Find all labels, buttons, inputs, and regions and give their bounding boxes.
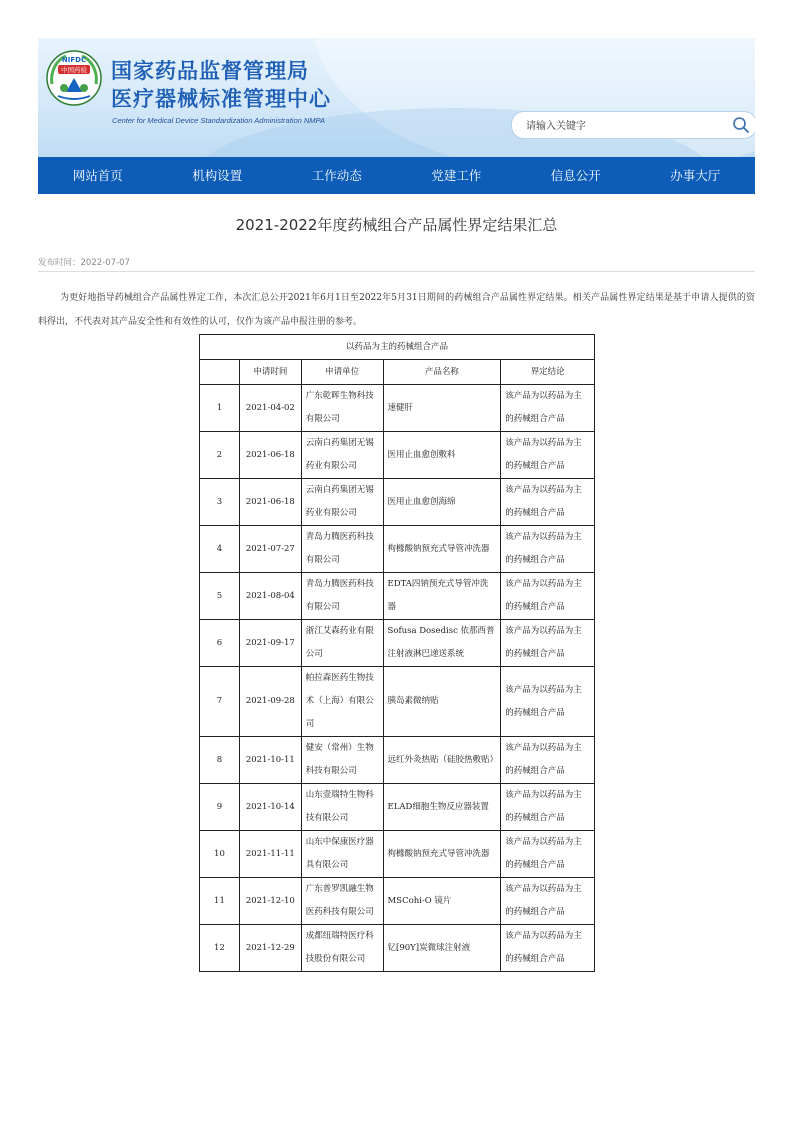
row-date: 2021-06-18: [239, 432, 301, 479]
table-row: [200, 573, 595, 620]
row-product: Sofusa Dosedisc 依那西普注射液淋巴递送系统: [383, 620, 501, 667]
table-row: [200, 620, 595, 667]
row-index: 8: [200, 737, 240, 784]
row-unit: 广东普罗凯融生物医药科技有限公司: [301, 878, 383, 925]
row-result: 该产品为以药品为主的药械组合产品: [501, 573, 595, 620]
row-product: MSCohi-O 镜片: [383, 878, 501, 925]
table-row: [200, 385, 595, 432]
row-product: 钇[90Y]炭微球注射液: [383, 925, 501, 972]
row-result: 该产品为以药品为主的药械组合产品: [501, 878, 595, 925]
row-unit: 帕拉森医药生物技术（上海）有限公司: [301, 667, 383, 737]
table-row: [200, 925, 595, 972]
org-name-english: Center for Medical Device Standardization Administration NMPA: [112, 116, 326, 125]
row-unit: 云南白药集团无锡药业有限公司: [301, 479, 383, 526]
table-caption: 以药品为主的药械组合产品: [200, 335, 595, 360]
nav-item-party-work[interactable]: 党建工作: [431, 168, 482, 183]
header-result: 界定结论: [501, 360, 595, 385]
row-date: 2021-12-10: [239, 878, 301, 925]
table-row: [200, 784, 595, 831]
row-date: 2021-04-02: [239, 385, 301, 432]
row-date: 2021-10-14: [239, 784, 301, 831]
row-unit: 青岛力腾医药科技有限公司: [301, 526, 383, 573]
row-index: 10: [200, 831, 240, 878]
row-result: 该产品为以药品为主的药械组合产品: [501, 831, 595, 878]
row-product: 医用止血愈创敷料: [383, 432, 501, 479]
row-unit: 健安（常州）生物科技有限公司: [301, 737, 383, 784]
row-result: 该产品为以药品为主的药械组合产品: [501, 925, 595, 972]
publish-date: 发布时间：2022-07-07: [38, 258, 130, 268]
row-date: 2021-12-29: [239, 925, 301, 972]
row-product: 远红外灸热贴（硅胶热敷贴）: [383, 737, 501, 784]
row-result: 该产品为以药品为主的药械组合产品: [501, 479, 595, 526]
nav-item-work-news[interactable]: 工作动态: [311, 168, 362, 183]
row-index: 9: [200, 784, 240, 831]
row-result: 该产品为以药品为主的药械组合产品: [501, 784, 595, 831]
row-index: 3: [200, 479, 240, 526]
nav-item-organization[interactable]: 机构设置: [192, 168, 243, 183]
row-date: 2021-10-11: [239, 737, 301, 784]
row-result: 该产品为以药品为主的药械组合产品: [501, 620, 595, 667]
page-title: 2021-2022年度药械组合产品属性界定结果汇总: [235, 216, 558, 234]
nav-item-service-hall[interactable]: 办事大厅: [670, 168, 721, 183]
table-header-row: [200, 360, 595, 385]
org-name-line2: 医疗器械标准管理中心: [111, 87, 331, 111]
row-index: 12: [200, 925, 240, 972]
row-product: 枸橼酸钠预充式导管冲洗器: [383, 526, 501, 573]
row-result: 该产品为以药品为主的药械组合产品: [501, 385, 595, 432]
row-result: 该产品为以药品为主的药械组合产品: [501, 667, 595, 737]
row-unit: 山东中保康医疗器具有限公司: [301, 831, 383, 878]
row-product: EDTA四钠预充式导管冲洗器: [383, 573, 501, 620]
row-product: 胰岛素微纳贴: [383, 667, 501, 737]
row-date: 2021-06-18: [239, 479, 301, 526]
header-date: 申请时间: [239, 360, 301, 385]
site-banner: [38, 38, 755, 157]
results-table: [199, 334, 595, 972]
row-product: 速健肝: [383, 385, 501, 432]
row-product: ELAD细胞生物反应器装置: [383, 784, 501, 831]
divider: [38, 271, 755, 272]
row-index: 4: [200, 526, 240, 573]
row-result: 该产品为以药品为主的药械组合产品: [501, 432, 595, 479]
row-date: 2021-09-17: [239, 620, 301, 667]
row-date: 2021-09-28: [239, 667, 301, 737]
table-caption-row: [200, 335, 595, 360]
row-unit: 浙江艾森药业有限公司: [301, 620, 383, 667]
header-index: [200, 360, 240, 385]
nifdc-logo-icon[interactable]: [46, 50, 102, 106]
intro-paragraph: 为更好地指导药械组合产品属性界定工作，本次汇总公开2021年6月1日至2022年5月31日期间的药械组合产品属性界定结果。相关产品属性界定结果是基于申请人提供的资料得出，不代表对其产品安全性和有效性的认可，仅作为该产品申报注册的参考。: [38, 293, 755, 327]
table-row: [200, 526, 595, 573]
row-date: 2021-07-27: [239, 526, 301, 573]
nav-item-info-disclosure[interactable]: 信息公开: [550, 168, 601, 183]
row-index: 1: [200, 385, 240, 432]
org-name-line1: 国家药品监督管理局: [111, 59, 309, 83]
table-row: [200, 831, 595, 878]
row-unit: 广东乾晖生物科技有限公司: [301, 385, 383, 432]
row-unit: 山东壹瑞特生物科技有限公司: [301, 784, 383, 831]
row-unit: 云南白药集团无锡药业有限公司: [301, 432, 383, 479]
logo-badge: 中国药检: [61, 66, 87, 74]
nav-item-home[interactable]: 网站首页: [72, 168, 123, 183]
table-row: [200, 667, 595, 737]
table-row: [200, 878, 595, 925]
logo-text: NIFDC: [61, 56, 87, 64]
row-index: 11: [200, 878, 240, 925]
row-unit: 成都纽瑞特医疗科技股份有限公司: [301, 925, 383, 972]
row-index: 5: [200, 573, 240, 620]
row-date: 2021-11-11: [239, 831, 301, 878]
row-index: 2: [200, 432, 240, 479]
row-index: 6: [200, 620, 240, 667]
row-result: 该产品为以药品为主的药械组合产品: [501, 526, 595, 573]
table-row: [200, 737, 595, 784]
table-row: [200, 479, 595, 526]
row-index: 7: [200, 667, 240, 737]
header-product: 产品名称: [383, 360, 501, 385]
search-icon[interactable]: [732, 116, 750, 134]
row-product: 医用止血愈创海绵: [383, 479, 501, 526]
header-unit: 申请单位: [301, 360, 383, 385]
main-nav: [38, 157, 755, 194]
row-date: 2021-08-04: [239, 573, 301, 620]
row-result: 该产品为以药品为主的药械组合产品: [501, 737, 595, 784]
search-box: [511, 111, 755, 139]
row-product: 枸橼酸钠预充式导管冲洗器: [383, 831, 501, 878]
search-input[interactable]: [524, 116, 718, 136]
table-row: [200, 432, 595, 479]
row-unit: 青岛力腾医药科技有限公司: [301, 573, 383, 620]
